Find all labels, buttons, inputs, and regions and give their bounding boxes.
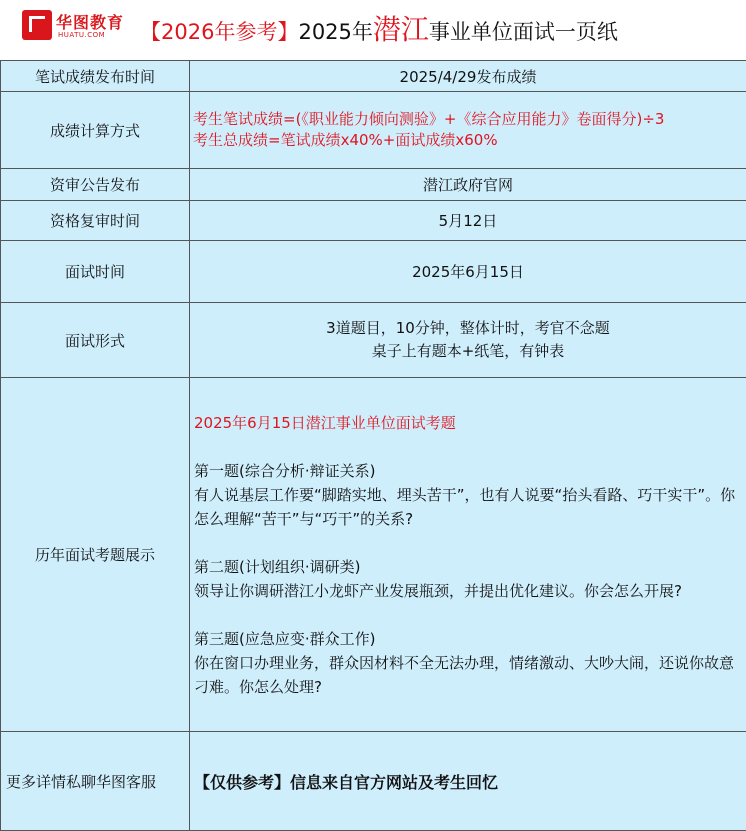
score-calc-line-1: 考生笔试成绩=(《职业能力倾向测验》+《综合应用能力》卷面得分)÷3 (193, 110, 665, 128)
question-item (194, 555, 740, 603)
interview-time-value: 2025年6月15日 (190, 241, 746, 303)
question-text: 领导让你调研潜江小龙虾产业发展瓶颈，并提出优化建议。你会怎么开展? (194, 581, 682, 600)
table-row (1, 378, 746, 732)
header-bar (0, 0, 746, 61)
question-title: 第二题(计划组织·调研类) (194, 557, 361, 576)
score-calc-value (190, 92, 746, 169)
interview-time-label: 面试时间 (1, 241, 190, 303)
question-item (194, 459, 740, 531)
interview-form-line-2: 桌子上有题本+纸笔，有钟表 (371, 342, 565, 360)
title-prefix: 【2026年参考】 (140, 20, 299, 44)
huatu-logo (22, 10, 132, 44)
question-list (190, 411, 746, 699)
review-notice-label: 资审公告发布 (1, 169, 190, 201)
question-title: 第一题(综合分析·辩证关系) (194, 461, 376, 480)
huatu-logo-icon (22, 10, 52, 40)
past-questions-value (190, 378, 746, 732)
table-row (1, 241, 746, 303)
review-time-value: 5月12日 (190, 201, 746, 241)
score-calc-label: 成绩计算方式 (1, 92, 190, 169)
page-title (140, 10, 730, 50)
title-year: 2025年 (298, 20, 373, 44)
table-row (1, 732, 746, 831)
table-row (1, 169, 746, 201)
logo-text: 华图教育 (56, 13, 125, 32)
past-questions-label: 历年面试考题展示 (1, 378, 190, 732)
title-city: 潜江 (372, 13, 429, 46)
question-item (194, 627, 740, 699)
table-row (1, 92, 746, 169)
review-time-label: 资格复审时间 (1, 201, 190, 241)
score-calc-line-2: 考生总成绩=笔试成绩x40%+面试成绩x60% (193, 131, 498, 149)
question-text: 你在窗口办理业务，群众因材料不全无法办理，情绪激动、大吵大闹，还说你故意刁难。你怎么处理? (194, 653, 735, 696)
interview-form-line-1: 3道题目，10分钟，整体计时，考官不念题 (326, 319, 610, 337)
more-info-value: 【仅供参考】信息来自官方网站及考生回忆 (190, 732, 746, 831)
info-table (0, 60, 746, 831)
table-row (1, 303, 746, 378)
questions-heading: 2025年6月15日潜江事业单位面试考题 (194, 413, 456, 432)
more-info-label: 更多详情私聊华图客服 (1, 732, 190, 831)
interview-form-label: 面试形式 (1, 303, 190, 378)
written-release-value: 2025/4/29发布成绩 (190, 61, 746, 92)
table-row (1, 61, 746, 92)
title-suffix: 事业单位面试一页纸 (428, 20, 618, 44)
logo-subtext: HUATU.COM (58, 31, 106, 39)
interview-form-value (190, 303, 746, 378)
review-notice-value: 潜江政府官网 (190, 169, 746, 201)
table-row (1, 201, 746, 241)
question-title: 第三题(应急应变·群众工作) (194, 629, 376, 648)
written-release-label: 笔试成绩发布时间 (1, 61, 190, 92)
question-text: 有人说基层工作要“脚踏实地、埋头苦干”，也有人说要“抬头看路、巧干实干”。你怎么理解“苦干”与“巧干”的关系? (194, 485, 736, 528)
